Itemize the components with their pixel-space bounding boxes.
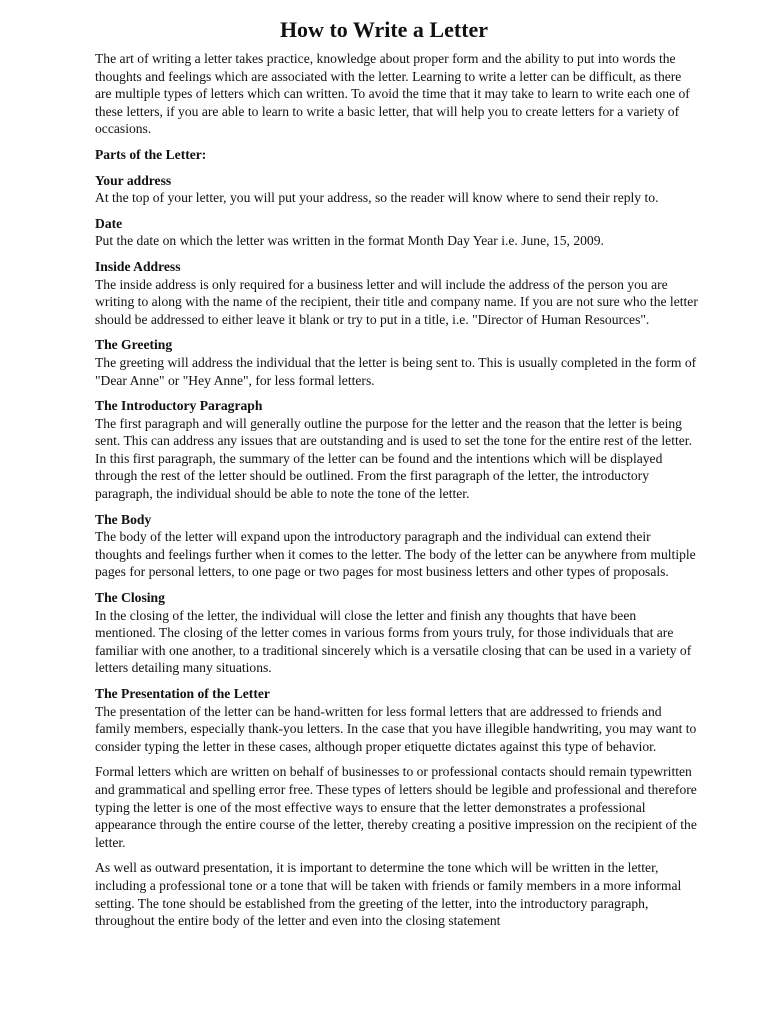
section-inside-address — [95, 258, 700, 328]
section-heading: The Greeting — [95, 337, 173, 353]
section-heading: Date — [95, 215, 123, 231]
section-date — [95, 215, 700, 250]
section-your-address — [95, 172, 700, 207]
section-heading: The Introductory Paragraph — [95, 398, 263, 414]
section-text: At the top of your letter, you will put your address, so the reader will know where to send their reply to. — [95, 190, 659, 206]
section-text: The greeting will address the individual that the letter is being sent to. This is usually completed in the form of "Dear Anne" or "Hey Anne", for less formal letters. — [95, 354, 697, 388]
section-introductory-paragraph — [95, 397, 700, 503]
parts-heading: Parts of the Letter: — [95, 146, 207, 162]
section-greeting — [95, 336, 700, 389]
tone-paragraph: As well as outward presentation, it is important to determine the tone which will be written in the letter, including a professional tone or a tone that will be taken with friends or family members in a more informal setting. The tone should be established from the greeting of the letter, into the introductory paragraph, throughout the entire body of the letter and even into the closing statement — [95, 860, 682, 929]
section-heading: The Body — [95, 511, 152, 527]
section-text: In the closing of the letter, the individual will close the letter and finish any thoughts that have been mentioned. The closing of the letter comes in various forms from yours truly, for those individuals that are familiar with one another, to a traditional sincerely which is a versatile closing that can be used in a variety of letters detailing many situations. — [95, 607, 692, 676]
intro-paragraph: The art of writing a letter takes practice, knowledge about proper form and the ability to put into words the thoughts and feelings which are associated with the letter. Learning to write a letter can be difficult, as there are multiple types of letters which can written. To avoid the time that it may take to learn to write each one of these letters, if you are able to learn to write a basic letter, that will help you to create letters for a variety of occasions. — [95, 51, 690, 137]
section-text: The first paragraph and will generally outline the purpose for the letter and the reason that the letter is being sent. This can address any issues that are outstanding and is used to set the tone for the entire rest of the letter. In this first paragraph, the summary of the letter can be found and the intentions which will be displayed through the rest of the letter should be outlined. From the first paragraph of the letter, the introductory paragraph, the individual should be able to note the tone of the letter. — [95, 415, 692, 502]
section-body — [95, 511, 700, 581]
section-text: Put the date on which the letter was written in the format Month Day Year i.e. June, 15, 2009. — [95, 233, 604, 249]
section-text: The presentation of the letter can be hand-written for less formal letters that are addressed to friends and family members, especially thank-you letters. In the case that you have illegible handwriting, you may want to consider typing the letter in these cases, although proper etiquette dictates against this type of behavior. — [95, 703, 697, 754]
section-heading: The Presentation of the Letter — [95, 686, 270, 701]
formal-letters-paragraph: Formal letters which are written on behalf of businesses to or professional contacts should remain typewritten and grammatical and spelling error free. These types of letters should be legible and professional and therefore typing the letter is one of the most effective ways to ensure that the letter demonstrates a professional appearance through the entire course of the letter, thereby creating a positive impression on the recipient of the letter. — [95, 764, 697, 850]
section-heading: Your address — [95, 172, 172, 188]
document-body — [95, 50, 700, 938]
section-closing — [95, 589, 700, 677]
section-text: The inside address is only required for a business letter and will include the address of the person you are writing to along with the name of the recipient, their title and company name. If you are not sure who the letter should be addressed to either leave it blank or try to put in a title, i.e. "Director of Human Resources". — [95, 276, 698, 327]
section-heading: Inside Address — [95, 258, 181, 274]
section-heading: The Closing — [95, 590, 165, 606]
section-presentation — [95, 685, 700, 755]
section-text: The body of the letter will expand upon the introductory paragraph and the individual can extend their thoughts and feelings further when it comes to the letter. The body of the letter can be anywhere from multiple pages for personal letters, to one page or two pages for most business letters and other types of proposals. — [95, 529, 696, 580]
page-title: How to Write a Letter — [279, 17, 489, 42]
